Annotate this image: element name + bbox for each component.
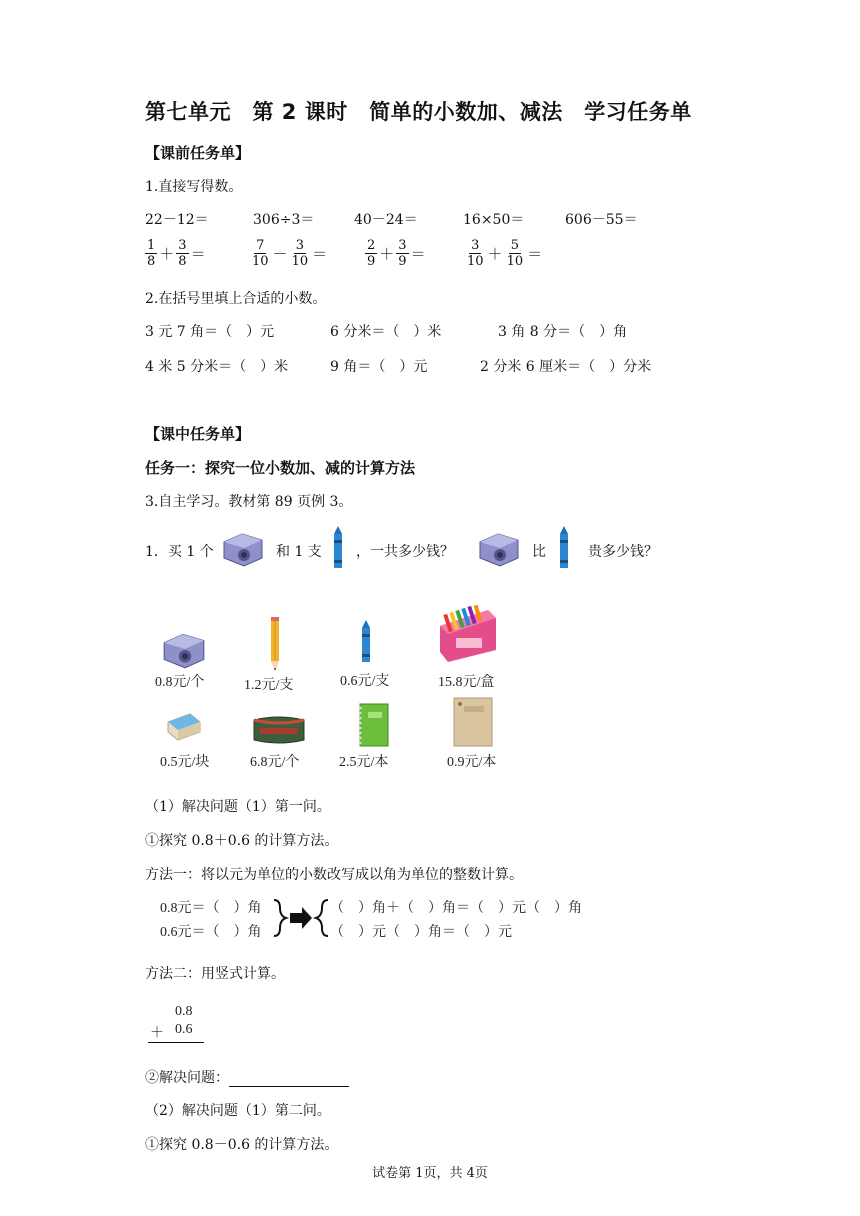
fill-item: 3 角 8 分＝（ ）角 xyxy=(498,324,628,340)
pencil-case-icon xyxy=(250,712,308,746)
solve-problem: ②解决问题： xyxy=(145,1067,349,1087)
problem-text: 和 1 支 xyxy=(276,544,322,560)
page-footer: 试卷第 1页，共 4页 xyxy=(372,1166,488,1181)
arrow-brace-icon xyxy=(272,896,330,940)
sharpener-icon xyxy=(476,528,522,568)
vertical-top-number: 0.8 xyxy=(175,1004,193,1019)
method1-left-line2: 0.6元＝（ ）角 xyxy=(160,925,262,940)
vertical-operator: ＋ xyxy=(150,1026,164,1041)
exercise-book-icon xyxy=(452,696,494,748)
fraction-expression: $\frac{2}{9}$ ＋ $\frac{3}{9}$ ＝ xyxy=(367,238,426,269)
price-label: 15.8元/盒 xyxy=(438,675,495,690)
question-1: 1.直接写得数。 xyxy=(145,179,243,195)
fraction-expression: $\frac{3}{10}$ ＋ $\frac{5}{10}$ ＝ xyxy=(467,238,543,269)
in-task-heading: 【课中任务单】 xyxy=(145,425,251,443)
sharpener-icon xyxy=(220,528,266,568)
task1-heading: 任务一：探究一位小数加、减的计算方法 xyxy=(145,459,416,477)
vertical-line xyxy=(148,1042,204,1043)
sub-question-2: （2）解决问题（1）第二问。 xyxy=(145,1103,331,1119)
question-2: 2.在括号里填上合适的小数。 xyxy=(145,291,327,307)
calc-item: 40－24＝ xyxy=(354,212,418,228)
calc-item: 606－55＝ xyxy=(565,212,638,228)
pre-task-heading: 【课前任务单】 xyxy=(145,144,251,162)
pencil-icon xyxy=(268,617,282,673)
crayon-icon xyxy=(358,620,374,666)
crayon-icon xyxy=(330,526,346,572)
fill-item: 9 角＝（ ）元 xyxy=(330,359,428,375)
notebook-icon xyxy=(356,702,390,748)
price-label: 6.8元/个 xyxy=(250,755,300,770)
problem-text: 比 xyxy=(532,544,546,560)
method-2: 方法二：用竖式计算。 xyxy=(145,966,285,982)
fill-item: 4 米 5 分米＝（ ）米 xyxy=(145,359,289,375)
price-label: 2.5元/本 xyxy=(339,755,389,770)
fill-item: 2 分米 6 厘米＝（ ）分米 xyxy=(480,359,652,375)
fraction-expression: $\frac{1}{8}$ ＋ $\frac{3}{8}$ ＝ xyxy=(147,238,206,269)
price-label: 0.8元/个 xyxy=(155,675,205,690)
calc-item: 22－12＝ xyxy=(145,212,209,228)
explore-add: ①探究 0.8＋0.6 的计算方法。 xyxy=(145,833,339,849)
vertical-bottom-number: 0.6 xyxy=(175,1022,193,1037)
explore-sub: ①探究 0.8－0.6 的计算方法。 xyxy=(145,1137,339,1153)
problem-text: 1．买 1 个 xyxy=(145,544,214,560)
method1-right-line1: （ ）角＋（ ）角＝（ ）元（ ）角 xyxy=(330,901,582,916)
fill-item: 3 元 7 角＝（ ）元 xyxy=(145,324,275,340)
sub-question-1: （1）解决问题（1）第一问。 xyxy=(145,799,331,815)
method1-left-line1: 0.8元＝（ ）角 xyxy=(160,901,262,916)
crayon-icon xyxy=(556,526,572,572)
price-label: 0.5元/块 xyxy=(160,755,210,770)
price-label: 0.9元/本 xyxy=(447,755,497,770)
calc-item: 16×50＝ xyxy=(463,212,525,228)
problem-text: 贵多少钱？ xyxy=(588,544,658,560)
crayon-box-icon xyxy=(436,604,500,664)
price-label: 0.6元/支 xyxy=(340,674,390,689)
method1-right-line2: （ ）元（ ）角＝（ ）元 xyxy=(330,925,512,940)
method-1: 方法一：将以元为单位的小数改写成以角为单位的整数计算。 xyxy=(145,867,523,883)
answer-blank[interactable] xyxy=(229,1072,349,1087)
price-label: 1.2元/支 xyxy=(244,678,294,693)
fill-item: 6 分米＝（ ）米 xyxy=(330,324,442,340)
fraction-expression: $\frac{7}{10}$ － $\frac{3}{10}$ ＝ xyxy=(252,238,328,269)
eraser-icon xyxy=(164,710,204,742)
page-title: 第七单元 第 2 课时 简单的小数加、减法 学习任务单 xyxy=(145,100,692,124)
problem-text: ，一共多少钱？ xyxy=(356,544,454,560)
question-3: 3.自主学习。教材第 89 页例 3。 xyxy=(145,494,353,510)
sharpener-icon xyxy=(160,628,208,670)
calc-item: 306÷3＝ xyxy=(253,212,315,228)
